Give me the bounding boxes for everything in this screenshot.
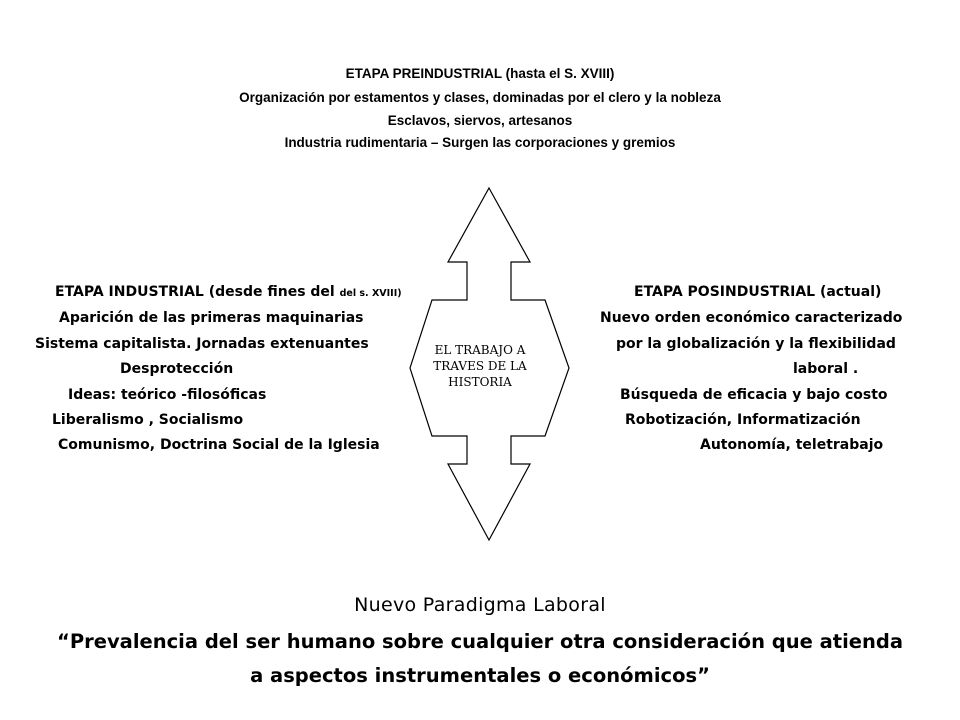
posindustrial-line-2: por la globalización y la flexibilidad: [616, 336, 896, 352]
posindustrial-line-3: laboral .: [793, 361, 859, 377]
industrial-title: [55, 284, 402, 300]
preindustrial-line-1: Organización por estamentos y clases, dominadas por el clero y la nobleza: [239, 90, 721, 105]
paradigm-quote-line-2: a aspectos instrumentales o económicos”: [250, 664, 710, 687]
paradigm-heading: Nuevo Paradigma Laboral: [354, 594, 606, 616]
arrow-label-line-1: EL TRABAJO A: [434, 343, 526, 357]
arrow-label-line-3: HISTORIA: [448, 375, 512, 389]
posindustrial-title: ETAPA POSINDUSTRIAL (actual): [634, 284, 882, 300]
posindustrial-line-4: Búsqueda de eficacia y bajo costo: [620, 387, 888, 403]
industrial-line-2: Sistema capitalista. Jornadas extenuantes: [35, 336, 369, 352]
industrial-line-1: Aparición de las primeras maquinarias: [59, 310, 364, 326]
industrial-line-5: Liberalismo , Socialismo: [52, 412, 244, 428]
paradigm-quote-line-1: “Prevalencia del ser humano sobre cualquier otra consideración que atienda: [57, 630, 903, 653]
preindustrial-line-2: Esclavos, siervos, artesanos: [387, 113, 573, 128]
preindustrial-title: ETAPA PREINDUSTRIAL (hasta el S. XVIII): [345, 66, 615, 81]
posindustrial-line-5: Robotización, Informatización: [625, 412, 861, 428]
industrial-title-small: del s. XVIII): [339, 288, 402, 299]
industrial-line-3: Desprotección: [120, 361, 234, 377]
preindustrial-line-3: Industria rudimentaria – Surgen las corporaciones y gremios: [284, 135, 676, 150]
industrial-line-6: Comunismo, Doctrina Social de la Iglesia: [58, 437, 380, 453]
posindustrial-line-6: Autonomía, teletrabajo: [700, 437, 884, 453]
posindustrial-line-1: Nuevo orden económico caracterizado: [600, 310, 903, 326]
industrial-line-4: Ideas: teórico -filosóficas: [68, 387, 267, 403]
arrow-center-label: [420, 342, 540, 390]
arrow-label-line-2: TRAVES DE LA: [433, 359, 527, 373]
industrial-title-main: ETAPA INDUSTRIAL (desde fines del: [55, 284, 335, 300]
